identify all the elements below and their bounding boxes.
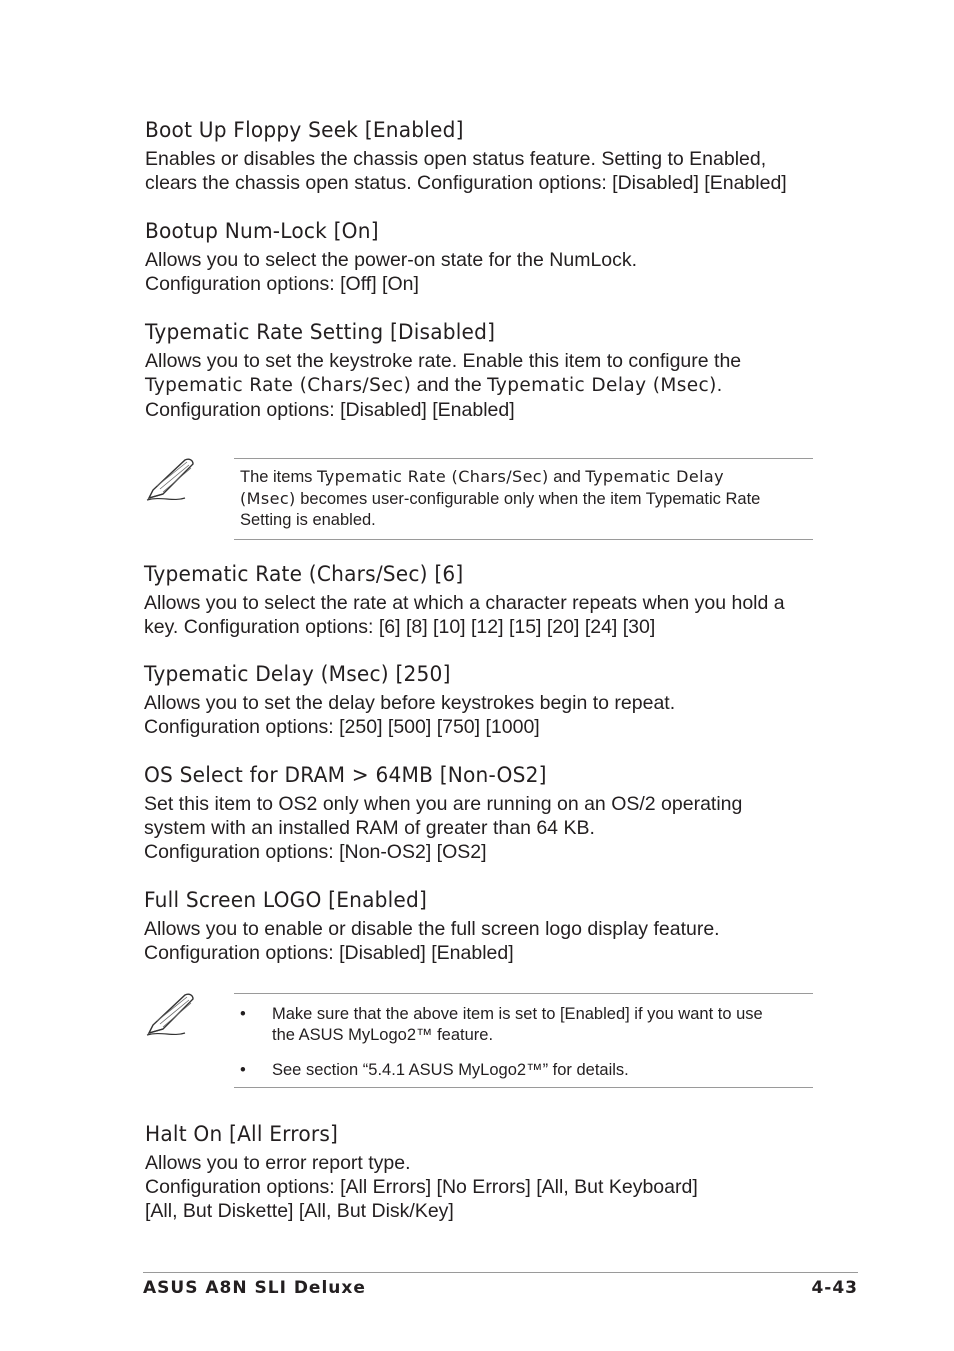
body-text: . [716, 374, 723, 396]
section-heading: Full Screen LOGO [Enabled] [144, 888, 428, 912]
list-item-line: Make sure that the above item is set to [Enabled] if you want to use [272, 1005, 763, 1023]
section-body [144, 917, 824, 965]
body-line: Configuration options: [Off] [On] [145, 273, 419, 295]
section-heading: Halt On [All Errors] [145, 1122, 339, 1146]
list-item [240, 1060, 813, 1081]
body-line: Allows you to error report type. [145, 1152, 411, 1174]
body-line: key. Configuration options: [6] [8] [10] [12] [15] [20] [24] [30] [144, 616, 656, 638]
body-text: and the [411, 374, 488, 396]
body-line: Allows you to select the power-on state for the NumLock. [145, 249, 638, 271]
section-body [145, 1151, 825, 1223]
section-bootup-num-lock [145, 218, 825, 296]
footer-product-name: ASUS A8N SLI Deluxe [143, 1278, 366, 1298]
bullet-icon: • [240, 1005, 246, 1023]
section-halt-on [145, 1121, 825, 1223]
note-box [234, 458, 813, 540]
section-body [144, 792, 824, 864]
body-line: Configuration options: [250] [500] [750] [1000] [144, 716, 540, 738]
section-full-screen-logo [144, 887, 824, 965]
section-heading: Typematic Delay (Msec) [250] [144, 662, 451, 686]
note-text [234, 459, 813, 539]
section-typematic-delay [144, 661, 824, 739]
body-line: Configuration options: [All Errors] [No Errors] [All, But Keyboard] [145, 1176, 698, 1198]
note-line [240, 488, 813, 510]
item-name: Typematic Delay [585, 467, 724, 486]
body-line: system with an installed RAM of greater than 64 KB. [144, 817, 595, 839]
item-name: Typematic Rate (Chars/Sec) [145, 375, 412, 396]
item-name: Typematic Delay (Msec) [487, 375, 717, 396]
bullet-icon: • [240, 1061, 246, 1079]
note-text-part: The items [240, 468, 318, 486]
section-body [145, 147, 825, 195]
section-typematic-rate-chars [144, 561, 824, 639]
body-line: Configuration options: [Non-OS2] [OS2] [144, 841, 487, 863]
list-item-line: See section “5.4.1 ASUS MyLogo2™” for details. [272, 1061, 629, 1079]
section-typematic-rate-setting [145, 319, 825, 422]
body-line: Allows you to enable or disable the full screen logo display feature. [144, 918, 720, 940]
footer-page-number: 4-43 [811, 1278, 858, 1298]
note-pen-icon [143, 456, 197, 504]
section-body [145, 349, 825, 422]
section-body [144, 691, 824, 739]
section-heading: Bootup Num-Lock [On] [145, 219, 379, 243]
section-heading: Typematic Rate Setting [Disabled] [145, 320, 496, 344]
list-item-line: the ASUS MyLogo2™ feature. [272, 1026, 494, 1044]
body-line [145, 373, 825, 398]
section-body [144, 591, 824, 639]
body-line: Configuration options: [Disabled] [Enabled] [145, 399, 515, 421]
section-heading: OS Select for DRAM > 64MB [Non-OS2] [144, 763, 547, 787]
body-line: [All, But Diskette] [All, But Disk/Key] [145, 1200, 454, 1222]
item-name: Typematic Rate (Chars/Sec) [317, 467, 549, 486]
body-line: clears the chassis open status. Configuration options: [Disabled] [Enabled] [145, 172, 787, 194]
body-line: Set this item to OS2 only when you are running on an OS/2 operating [144, 793, 743, 815]
note-box [234, 993, 813, 1088]
footer-divider [143, 1272, 858, 1273]
section-body [145, 248, 825, 296]
body-line: Allows you to select the rate at which a character repeats when you hold a [144, 592, 785, 614]
body-line: Enables or disables the chassis open status feature. Setting to Enabled, [145, 148, 767, 170]
note-line: Setting is enabled. [240, 511, 376, 529]
note-line [240, 466, 813, 488]
item-name: (Msec) [240, 489, 296, 508]
body-line: Configuration options: [Disabled] [Enabled] [144, 942, 514, 964]
note-text-part: becomes user-configurable only when the item Typematic Rate [295, 490, 761, 508]
body-line: Allows you to set the keystroke rate. Enable this item to configure the [145, 350, 742, 372]
list-item [240, 1004, 813, 1046]
note-text-part: and [548, 468, 586, 486]
body-line: Allows you to set the delay before keystrokes begin to repeat. [144, 692, 676, 714]
section-heading: Boot Up Floppy Seek [Enabled] [145, 118, 464, 142]
note-bullet-list [234, 994, 813, 1087]
section-boot-up-floppy-seek [145, 117, 825, 195]
section-os-select-dram [144, 762, 824, 864]
section-heading: Typematic Rate (Chars/Sec) [6] [144, 562, 464, 586]
note-pen-icon [143, 991, 197, 1039]
